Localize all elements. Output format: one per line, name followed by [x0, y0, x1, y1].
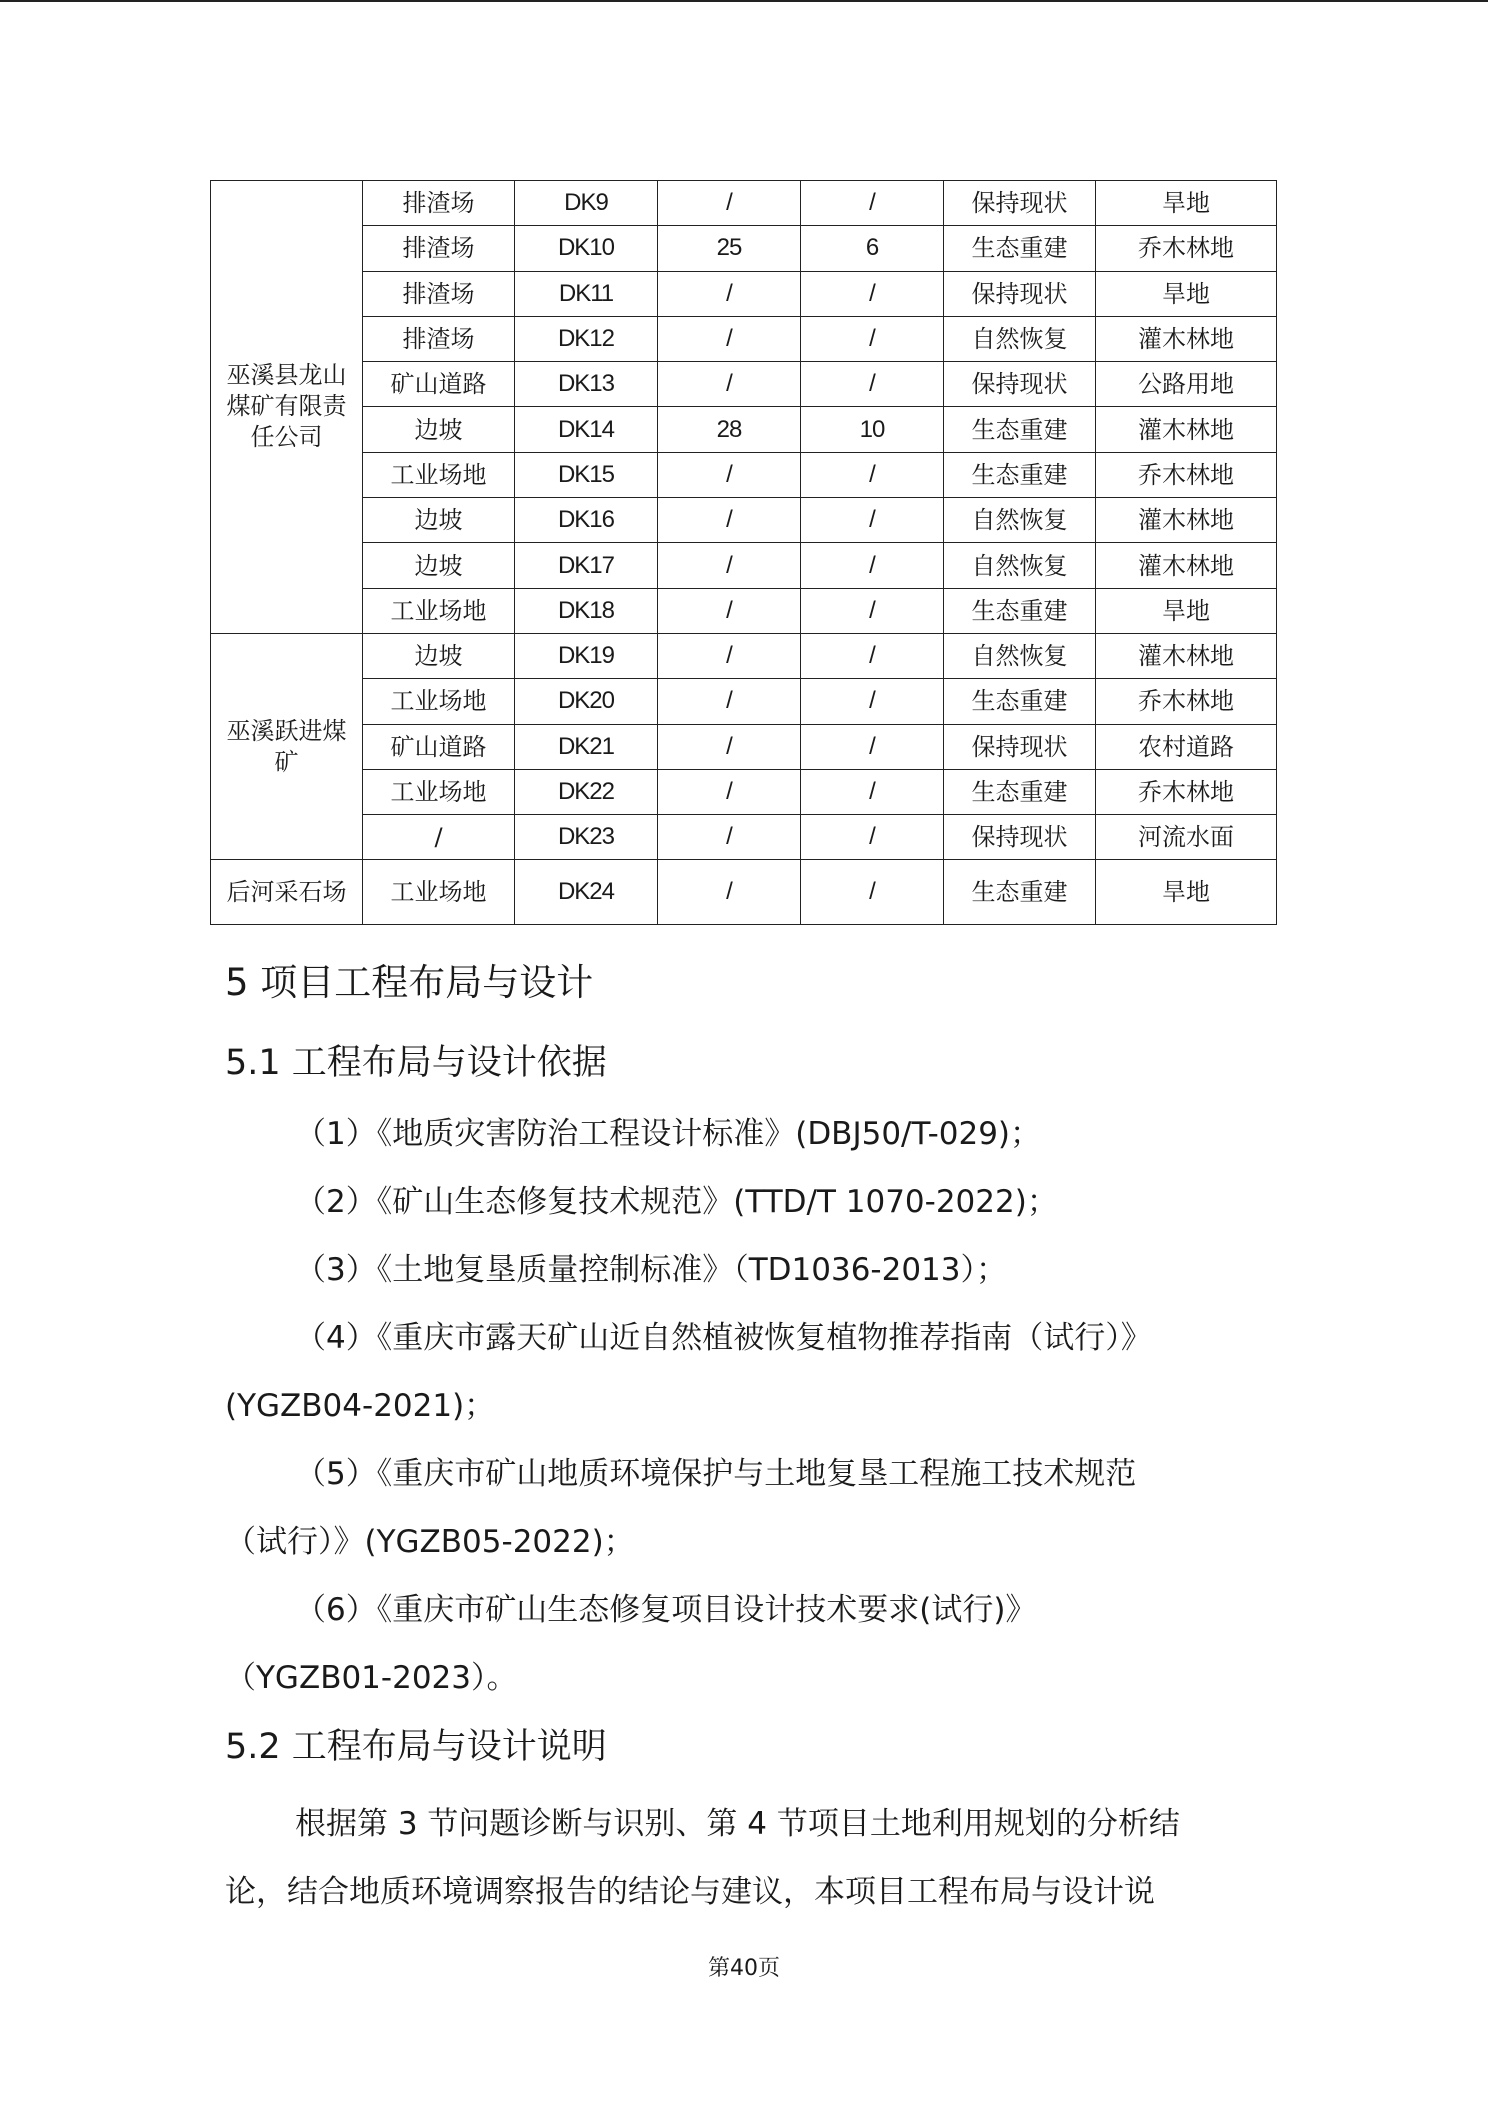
mode-cell: 自然恢复 — [944, 543, 1096, 588]
mode-cell: 保持现状 — [944, 362, 1096, 407]
page-number: 第40页 — [708, 1956, 780, 1981]
type-cell: 边坡 — [363, 498, 515, 543]
land-use-cell: 灌木林地 — [1096, 498, 1277, 543]
value-b-cell: / — [801, 181, 944, 226]
value-b-cell: / — [801, 724, 944, 769]
land-use-cell: 乔木林地 — [1096, 226, 1277, 271]
value-b-cell: / — [801, 362, 944, 407]
code-cell: DK22 — [515, 769, 658, 814]
section-5-1-heading: 5.1 工程布局与设计依据 — [225, 1043, 607, 1083]
land-use-cell: 乔木林地 — [1096, 452, 1277, 497]
land-use-cell: 旱地 — [1096, 860, 1277, 925]
value-a-cell: / — [658, 181, 801, 226]
mode-cell: 生态重建 — [944, 860, 1096, 925]
land-use-cell: 旱地 — [1096, 181, 1277, 226]
type-cell: 矿山道路 — [363, 362, 515, 407]
reference-4: （4）《重庆市露天矿山近自然植被恢复植物推荐指南（试行）》 — [295, 1320, 1152, 1356]
value-b-cell: / — [801, 633, 944, 678]
table-row — [211, 452, 1277, 497]
mode-cell: 生态重建 — [944, 226, 1096, 271]
value-b-cell: / — [801, 588, 944, 633]
code-cell: DK10 — [515, 226, 658, 271]
land-use-cell: 河流水面 — [1096, 815, 1277, 860]
code-cell: DK23 — [515, 815, 658, 860]
mode-cell: 保持现状 — [944, 271, 1096, 316]
land-use-cell: 旱地 — [1096, 588, 1277, 633]
reference-4-continued: (YGZB04-2021)； — [225, 1388, 496, 1424]
type-cell: / — [363, 815, 515, 860]
owner-cell: 巫溪跃进煤矿 — [211, 633, 363, 859]
value-b-cell: / — [801, 860, 944, 925]
table-row — [211, 226, 1277, 271]
section-5-2-heading: 5.2 工程布局与设计说明 — [225, 1727, 607, 1767]
value-a-cell: 25 — [658, 226, 801, 271]
code-cell: DK17 — [515, 543, 658, 588]
code-cell: DK15 — [515, 452, 658, 497]
value-b-cell: / — [801, 498, 944, 543]
value-a-cell: / — [658, 498, 801, 543]
type-cell: 排渣场 — [363, 181, 515, 226]
type-cell: 边坡 — [363, 633, 515, 678]
reference-6: （6）《重庆市矿山生态修复项目设计技术要求(试行)》 — [295, 1592, 1037, 1628]
table-row — [211, 498, 1277, 543]
code-cell: DK18 — [515, 588, 658, 633]
mode-cell: 生态重建 — [944, 452, 1096, 497]
land-use-table — [210, 180, 1277, 925]
value-b-cell: / — [801, 769, 944, 814]
table-row — [211, 633, 1277, 678]
land-use-table-body — [211, 181, 1277, 925]
code-cell: DK11 — [515, 271, 658, 316]
land-use-cell: 乔木林地 — [1096, 769, 1277, 814]
table-row — [211, 815, 1277, 860]
value-b-cell: / — [801, 543, 944, 588]
type-cell: 工业场地 — [363, 769, 515, 814]
body-paragraph-line-1: 根据第 3 节问题诊断与识别、第 4 节项目土地利用规划的分析结 — [295, 1806, 1180, 1842]
type-cell: 排渣场 — [363, 316, 515, 361]
value-b-cell: 10 — [801, 407, 944, 452]
type-cell: 边坡 — [363, 407, 515, 452]
table-row — [211, 769, 1277, 814]
code-cell: DK20 — [515, 679, 658, 724]
mode-cell: 自然恢复 — [944, 498, 1096, 543]
reference-3: （3）《土地复垦质量控制标准》（TD1036-2013）； — [295, 1252, 1007, 1288]
value-b-cell: / — [801, 316, 944, 361]
value-a-cell: / — [658, 679, 801, 724]
value-b-cell: / — [801, 815, 944, 860]
land-use-cell: 旱地 — [1096, 271, 1277, 316]
code-cell: DK19 — [515, 633, 658, 678]
mode-cell: 自然恢复 — [944, 316, 1096, 361]
table-row — [211, 543, 1277, 588]
value-b-cell: / — [801, 679, 944, 724]
reference-6-continued: （YGZB01-2023）。 — [225, 1660, 518, 1696]
owner-cell: 后河采石场 — [211, 860, 363, 925]
type-cell: 排渣场 — [363, 271, 515, 316]
type-cell: 矿山道路 — [363, 724, 515, 769]
mode-cell: 保持现状 — [944, 181, 1096, 226]
value-b-cell: / — [801, 452, 944, 497]
body-paragraph-line-2: 论，结合地质环境调察报告的结论与建议，本项目工程布局与设计说 — [225, 1874, 1155, 1910]
value-a-cell: / — [658, 724, 801, 769]
table-row — [211, 181, 1277, 226]
land-use-cell: 灌木林地 — [1096, 316, 1277, 361]
value-a-cell: / — [658, 543, 801, 588]
reference-5: （5）《重庆市矿山地质环境保护与土地复垦工程施工技术规范 — [295, 1456, 1137, 1492]
table-row — [211, 724, 1277, 769]
value-a-cell: / — [658, 271, 801, 316]
reference-1: （1）《地质灾害防治工程设计标准》(DBJ50/T-029)； — [295, 1116, 1042, 1152]
code-cell: DK24 — [515, 860, 658, 925]
value-a-cell: / — [658, 633, 801, 678]
mode-cell: 生态重建 — [944, 769, 1096, 814]
value-a-cell: / — [658, 860, 801, 925]
table-row — [211, 679, 1277, 724]
type-cell: 工业场地 — [363, 860, 515, 925]
mode-cell: 保持现状 — [944, 724, 1096, 769]
section-5-heading: 5 项目工程布局与设计 — [225, 961, 594, 1004]
table-row — [211, 860, 1277, 925]
value-a-cell: / — [658, 316, 801, 361]
value-b-cell: / — [801, 271, 944, 316]
table-row — [211, 271, 1277, 316]
code-cell: DK9 — [515, 181, 658, 226]
reference-2: （2）《矿山生态修复技术规范》(TTD/T 1070-2022)； — [295, 1184, 1058, 1220]
code-cell: DK14 — [515, 407, 658, 452]
land-use-cell: 农村道路 — [1096, 724, 1277, 769]
land-use-cell: 乔木林地 — [1096, 679, 1277, 724]
mode-cell: 保持现状 — [944, 815, 1096, 860]
land-use-cell: 灌木林地 — [1096, 633, 1277, 678]
land-use-cell: 灌木林地 — [1096, 543, 1277, 588]
land-use-cell: 灌木林地 — [1096, 407, 1277, 452]
value-a-cell: / — [658, 362, 801, 407]
code-cell: DK13 — [515, 362, 658, 407]
type-cell: 工业场地 — [363, 452, 515, 497]
code-cell: DK12 — [515, 316, 658, 361]
table-row — [211, 316, 1277, 361]
value-a-cell: / — [658, 452, 801, 497]
mode-cell: 生态重建 — [944, 588, 1096, 633]
type-cell: 工业场地 — [363, 588, 515, 633]
land-use-cell: 公路用地 — [1096, 362, 1277, 407]
owner-cell: 巫溪县龙山煤矿有限责任公司 — [211, 181, 363, 634]
type-cell: 工业场地 — [363, 679, 515, 724]
mode-cell: 生态重建 — [944, 679, 1096, 724]
value-a-cell: / — [658, 769, 801, 814]
type-cell: 排渣场 — [363, 226, 515, 271]
code-cell: DK21 — [515, 724, 658, 769]
table-row — [211, 362, 1277, 407]
value-a-cell: / — [658, 815, 801, 860]
mode-cell: 生态重建 — [944, 407, 1096, 452]
page-top-border — [0, 0, 1488, 2]
value-a-cell: / — [658, 588, 801, 633]
value-b-cell: 6 — [801, 226, 944, 271]
table-row — [211, 588, 1277, 633]
value-a-cell: 28 — [658, 407, 801, 452]
table-row — [211, 407, 1277, 452]
type-cell: 边坡 — [363, 543, 515, 588]
mode-cell: 自然恢复 — [944, 633, 1096, 678]
code-cell: DK16 — [515, 498, 658, 543]
reference-5-continued: （试行）》(YGZB05-2022)； — [225, 1524, 635, 1560]
